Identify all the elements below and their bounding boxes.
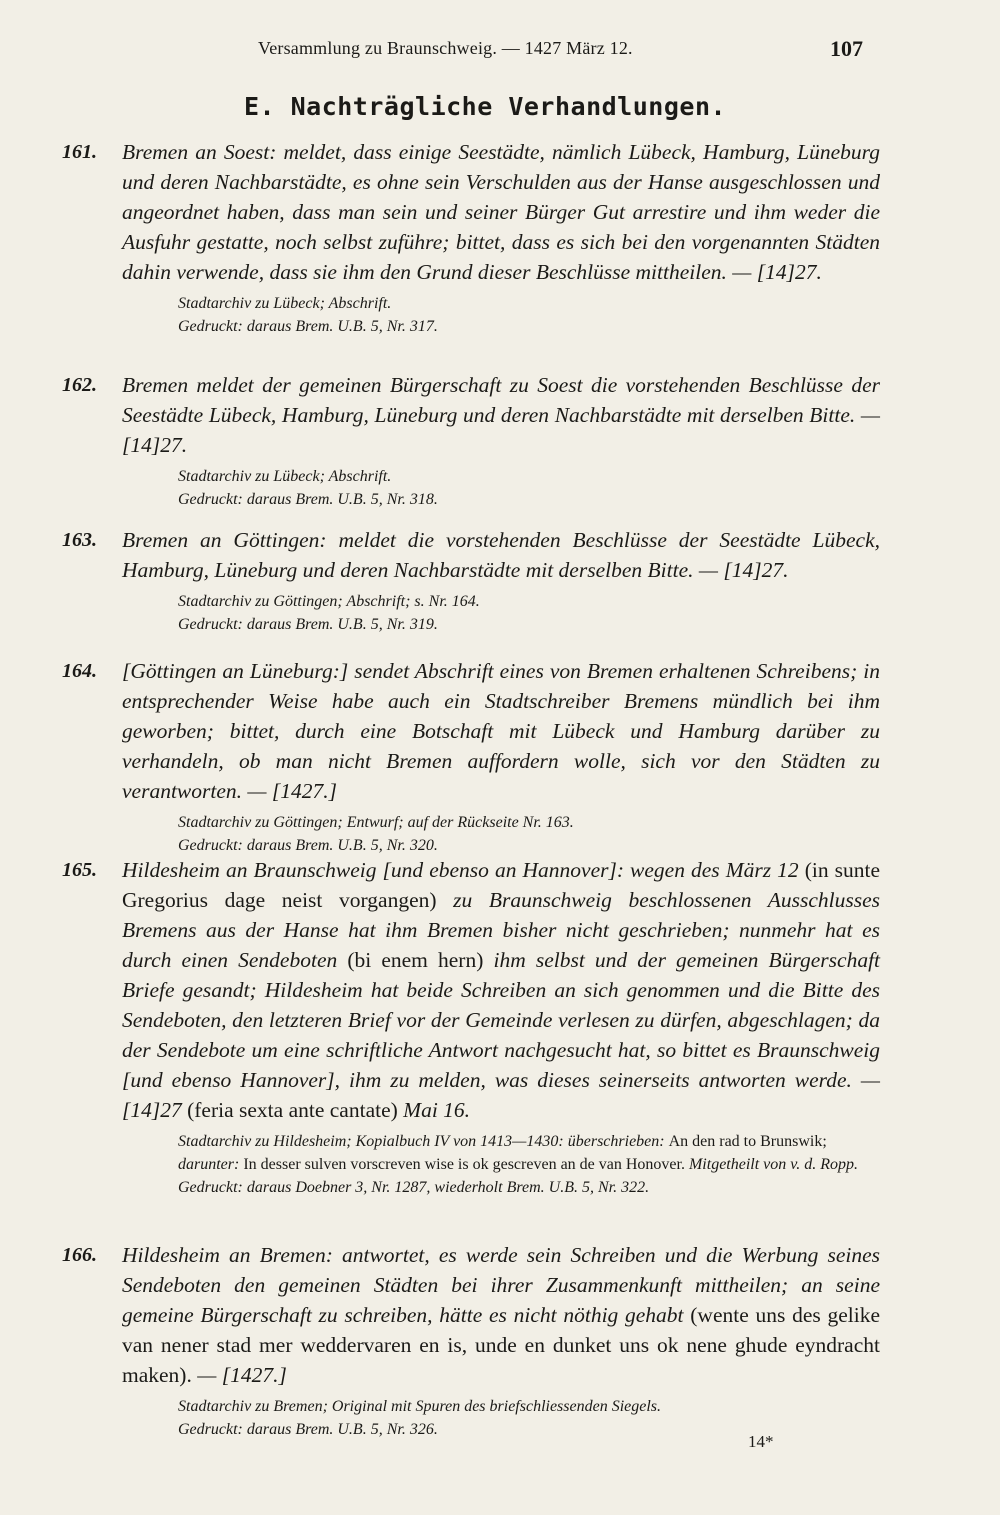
entry-text [122,1240,880,1390]
entry-text-part: Hildesheim an Bremen: antwortet, es werde sein Schreiben und die Werbung seines Sendeboten den gemeinen Städten bei ihrer Zusammenkunft mittheilen; an seine gemeine Bürgerschaft zu schreiben, hätte es nicht nöthig gehabt [122,1243,880,1327]
entry-source: Stadtarchiv zu Lübeck; Abschrift. [178,295,392,312]
entry-number: 161. [62,141,97,163]
entry-number: 164. [62,660,97,682]
entry-163 [62,525,880,636]
entry-source: Stadtarchiv zu Lübeck; Abschrift. [178,468,392,485]
quoted-original: (bi enem hern) [347,948,484,972]
quoted-original: (in sunte Gregorius dage neist vorgangen) [122,858,880,912]
entry-printed: Gedruckt: daraus Brem. U.B. 5, Nr. 319. [178,616,438,633]
page-number: 107 [830,36,863,61]
entry-printed: Gedruckt: daraus Brem. U.B. 5, Nr. 326. [178,1421,438,1438]
entry-text: Bremen meldet der gemeinen Bürgerschaft zu Soest die vorstehenden Beschlüsse der Seestädte Lübeck, Hamburg, Lüneburg und deren Nachbarstädte mit derselben Bitte. — [14]27. [122,373,880,457]
entry-source: Stadtarchiv zu Göttingen; Entwurf; auf der Rückseite Nr. 163. [178,814,574,831]
entry-number: 165. [62,859,97,881]
entry-source: Stadtarchiv zu Göttingen; Abschrift; s. Nr. 164. [178,593,480,610]
entry-166 [62,1240,880,1441]
entry-printed: Gedruckt: daraus Doebner 3, Nr. 1287, wiederholt Brem. U.B. 5, Nr. 322. [178,1179,650,1196]
running-head [0,38,1000,64]
entry-text [122,855,880,1125]
entry-text-part: Hildesheim an Braunschweig [und ebenso an Hannover]: wegen des März 12 [122,858,799,882]
entry-text: Bremen an Göttingen: meldet die vorstehenden Beschlüsse der Seestädte Lübeck, Hamburg, Lüneburg und deren Nachbarstädte mit derselben Bitte. — [14]27. [122,528,880,582]
section-title-text: E. Nachträgliche Verhandlungen. [243,92,727,121]
entry-text-part: ihm selbst und der gemeinen Bürgerschaft Briefe gesandt; Hildesheim hat beide Schreiben an sich genommen und die Bitte des Sendeboten, den letzteren Brief vor der Gemeinde verlesen zu dürfen, abgeschlagen; da der Sendebote um eine schriftliche Antwort nachgesucht hat, so bittet es Braunschweig [und ebenso Hannover], ihm zu melden, was dieses seinerseits antworten werde. — [14]27 [122,948,881,1122]
source-part: darunter: [178,1156,240,1173]
entry-161 [62,137,880,338]
entry-165 [62,855,880,1199]
running-title: Versammlung zu Braunschweig. — 1427 März 12. [258,38,633,58]
source-part: Mitgetheilt von v. d. Ropp. [688,1156,858,1173]
quoted-original: In desser sulven vorscreven wise is ok gescreven an de van Honover. [243,1156,685,1173]
entry-date: Mai 16. [403,1098,471,1122]
quoted-original: (wente uns des gelike van nener stad mer weddervaren en is, unde en dunket uns ok nene ghude eyndracht maken). [122,1303,880,1387]
entry-number: 166. [62,1244,97,1266]
quoted-original: (feria sexta ante cantate) [187,1098,398,1122]
entry-printed: Gedruckt: daraus Brem. U.B. 5, Nr. 318. [178,491,438,508]
entry-printed: Gedruckt: daraus Brem. U.B. 5, Nr. 317. [178,318,438,335]
entry-printed: Gedruckt: daraus Brem. U.B. 5, Nr. 320. [178,837,438,854]
signature-mark: 14* [748,1432,774,1451]
entry-number: 162. [62,374,97,396]
entry-source: Stadtarchiv zu Bremen; Original mit Spuren des briefschliessenden Siegels. [178,1398,662,1415]
entry-number: 163. [62,529,97,551]
entry-164 [62,656,880,857]
quoted-original: An den rad to Brunswik; [668,1133,827,1150]
section-title [0,92,1000,121]
entry-date: — [1427.] [197,1363,287,1387]
entry-source [178,1130,880,1176]
source-part: Stadtarchiv zu Hildesheim; Kopialbuch IV von 1413—1430: überschrieben: [178,1133,665,1150]
entry-text-part: zu Braunschweig beschlossenen Ausschlusses Bremens aus der Hanse hat ihm Bremen bisher nicht geschrieben; nunmehr hat es durch einen Sendeboten [122,888,881,972]
entry-162 [62,370,880,511]
entry-text: [Göttingen an Lüneburg:] sendet Abschrift eines von Bremen erhaltenen Schreibens; in entsprechender Weise habe auch ein Stadtschreiber Bremens mündlich bei ihm geworben; bittet, durch eine Botschaft mit Lübeck und Hamburg darüber zu verhandeln, ob man nicht Bremen auffordern wolle, sich vor den Städten zu verantworten. — [1427.] [122,659,880,803]
entry-text: Bremen an Soest: meldet, dass einige Seestädte, nämlich Lübeck, Hamburg, Lüneburg und deren Nachbarstädte, es ohne sein Verschulden aus der Hanse ausgeschlossen und angeordnet haben, dass man sein und seiner Bürger Gut arrestire und ihm weder die Ausfuhr gestatte, noch selbst zuführe; bittet, dass es sich bei den vorgenannten Städten dahin verwende, dass sie ihm den Grund dieser Beschlüsse mittheilen. — [14]27. [122,140,880,284]
